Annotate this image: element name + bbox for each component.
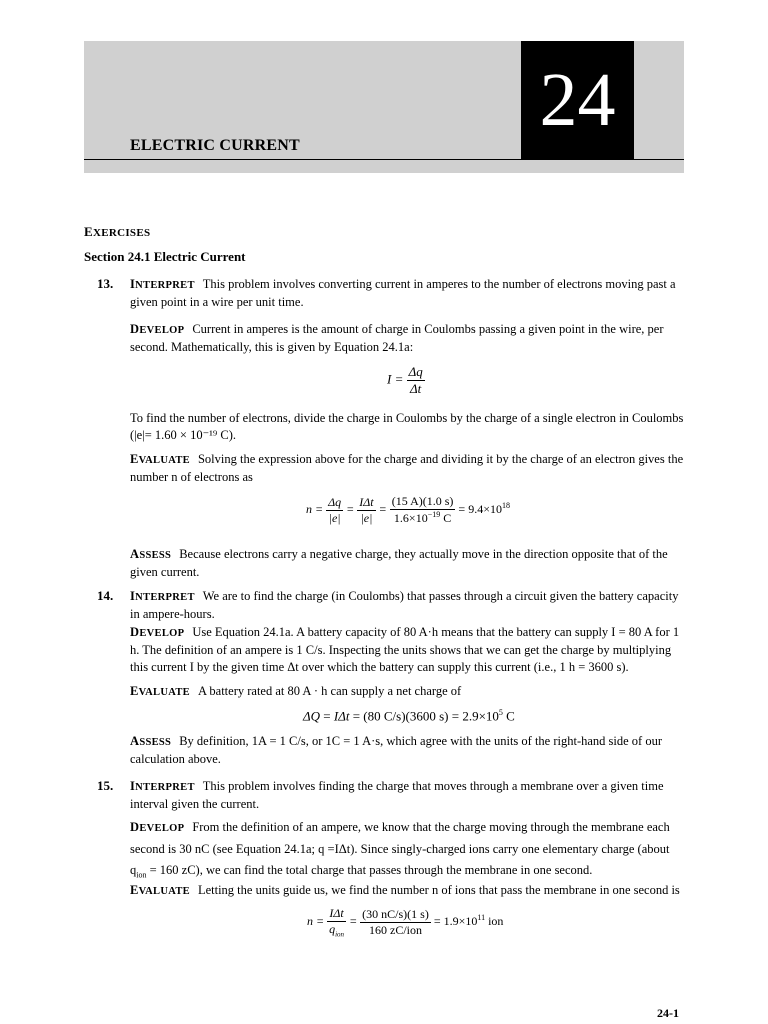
p14-interpret: INTERPRET We are to find the charge (in Coulombs) that passes through a circuit given the battery capacity in ampere-hours. xyxy=(130,589,679,621)
exercises-heading: EXERCISES xyxy=(84,224,151,239)
p13-assess: ASSESS Because electrons carry a negative charge, they actually move in the direction opposite that of the given current. xyxy=(130,547,668,579)
chapter-title: ELECTRIC CURRENT xyxy=(130,137,300,154)
equation-number-of-ions: n = $\frac{\text{IΔt}}{q_{ion}}$ = $\frac{(30 nC/s)(1 s)}{\text{160 zC/ion}}$ = $1.9\times 10^{11}$ ion xyxy=(307,906,504,939)
p15-evaluate: EVALUATE Letting the units guide us, we find the number n of ions that pass the membrane in one second is xyxy=(130,883,680,897)
equation-battery-charge: ΔQ = IΔt = (80 C/s)(3600 $s) = 2.9\times 10^5$ C xyxy=(303,708,515,724)
problem-number: 14. xyxy=(97,588,114,603)
p13-interpret: INTERPRET This problem involves converting current in amperes to the number of electrons moving past a given point in a wire per unit time. xyxy=(130,277,676,309)
equation-current-definition: I = $\frac{\Delta q}{\Delta t}$ xyxy=(387,364,423,396)
problem-number: 15. xyxy=(97,778,114,793)
p14-evaluate: EVALUATE A battery rated at 80 A · h can supply a net charge of xyxy=(130,684,462,698)
page-number: 24-1 xyxy=(657,1006,679,1020)
section-heading: Section 24.1 Electric Current xyxy=(84,249,246,264)
p13-develop: DEVELOP Current in amperes is the amount of charge in Coulombs passing a given point in the wire, per second. Mathematically, this is given by Equation 24.1a: xyxy=(130,322,664,354)
p13-evaluate: EVALUATE Solving the expression above for the charge and dividing it by the charge of an electron gives the number n of electrons as xyxy=(130,452,684,484)
p14-develop: DEVELOP Use Equation 24.1a. A battery capacity of 80 A·h means that the battery can supply I = 80 A for 1 h. The definition of an ampere is 1 C/s. Inspecting the units shows that we can get the charge by multiplying this current I by the given time Δt over which the battery can supply this current (i.e., 1 h = 3600 s). xyxy=(130,625,680,674)
p15-develop: DEVELOP From the definition of an ampere, we know that the charge moving through the membrane each second is 30 nC (see Equation 24.1a; q =IΔt). Since singly-charged ions carry one elementary charge (about $q_{ion} = 160$ zC), we can find the total charge that passes through the membrane in one second. xyxy=(130,820,670,880)
p14-assess: ASSESS By definition, 1A = 1 C/s, or 1C = 1 A·s, which agree with the units of the right-hand side of our calculation above. xyxy=(130,734,662,766)
chapter-number: 24 xyxy=(521,41,634,159)
p13-develop-2: To find the number of electrons, divide the charge in Coulombs by the charge of a single electron in Coulombs (|e|= 1.60 × 10⁻¹⁹ C). xyxy=(130,411,684,442)
header-rule xyxy=(84,159,684,160)
problem-number: 13. xyxy=(97,276,114,291)
p15-interpret: INTERPRET This problem involves finding the charge that moves through a membrane over a given time interval given the current. xyxy=(130,779,664,811)
equation-number-of-electrons: n = $\frac{\Delta q}{|e|}$ = $\frac{\text{IΔt}}{|e|}$ = $\frac{(15 A)(1.0 s)}{1.6\times 10^{-19} C}$ = $9.4\times 10^{18}$ xyxy=(306,494,510,525)
